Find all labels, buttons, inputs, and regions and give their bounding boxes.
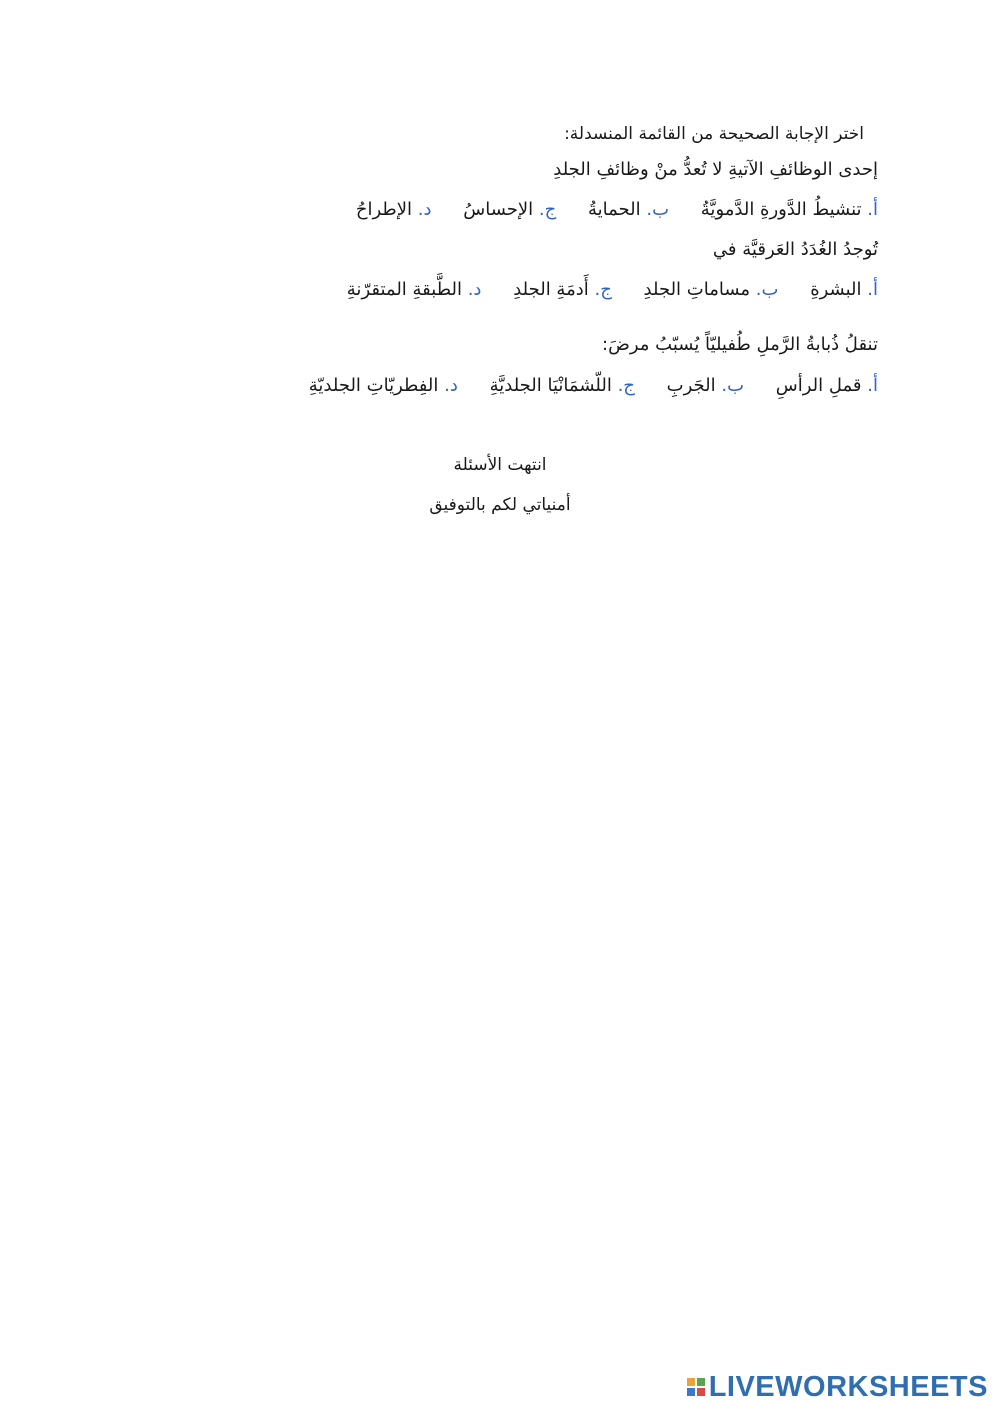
option-text: أَدمَةِ الجلدِ [513, 279, 589, 300]
option-letter: د. [444, 375, 458, 396]
question-1-text: إحدى الوظائفِ الآتيةِ لا تُعدُّ منْ وظائفِ الجلدِ [553, 159, 878, 180]
option-text: قملِ الرأسِ [775, 375, 862, 396]
closing-line-end: انتهت الأسئلة [453, 455, 547, 475]
option-2c[interactable] [513, 276, 612, 304]
option-text: تنشيطُ الدَّورةِ الدَّمويَّةُ [700, 199, 862, 220]
logo-square-icon [697, 1388, 705, 1396]
option-3b[interactable] [667, 372, 744, 400]
option-text: الحمايةُ [587, 199, 641, 220]
logo-square-icon [687, 1388, 695, 1396]
option-letter: أ. [867, 199, 878, 220]
option-1d[interactable] [356, 196, 432, 224]
option-2d[interactable] [347, 276, 482, 304]
option-text: البشرةِ [810, 279, 862, 300]
option-text: اللّشمَانْيَا الجلديَّةِ [489, 375, 612, 396]
logo-grid-icon [687, 1378, 705, 1396]
option-letter: ب. [755, 279, 779, 300]
option-text: الإطراحُ [355, 199, 413, 220]
option-letter: ج. [617, 375, 635, 396]
question-2-text: تُوجدُ الغُدَدُ العَرقيَّة في [712, 239, 878, 260]
logo-square-icon [687, 1378, 695, 1386]
instruction-text: اختر الإجابة الصحيحة من القائمة المنسدلة: [564, 124, 864, 144]
option-2b[interactable] [644, 276, 779, 304]
option-3a[interactable] [776, 372, 878, 400]
option-text: الطَّبقةِ المتقرّنةِ [346, 279, 462, 300]
option-2a[interactable] [810, 276, 878, 304]
liveworksheets-logo[interactable] [687, 1370, 988, 1404]
option-3c[interactable] [490, 372, 635, 400]
logo-square-icon [697, 1378, 705, 1386]
option-text: الجَربِ [666, 375, 716, 396]
option-letter: أ. [867, 375, 878, 396]
question-3-text: تنقلُ ذُبابةُ الرَّملِ طُفيليّاً يُسبّبُ مرضَ: [602, 334, 878, 355]
question-1-options [356, 196, 878, 224]
option-1a[interactable] [701, 196, 878, 224]
option-letter: ج. [538, 199, 557, 220]
option-letter: د. [467, 279, 482, 300]
option-letter: د. [417, 199, 432, 220]
option-letter: ب. [721, 375, 745, 396]
option-letter: ب. [646, 199, 670, 220]
option-letter: ج. [594, 279, 612, 300]
option-1c[interactable] [463, 196, 556, 224]
closing-line-wishes: أمنياتي لكم بالتوفيق [429, 495, 571, 515]
option-1b[interactable] [588, 196, 669, 224]
option-letter: أ. [867, 279, 878, 300]
option-text: مساماتِ الجلدِ [643, 279, 751, 300]
question-2-options [347, 276, 878, 304]
brand-name: LIVEWORKSHEETS [708, 1370, 988, 1403]
option-text: الفِطريّاتِ الجلديّةِ [308, 375, 439, 396]
option-3d[interactable] [309, 372, 458, 400]
option-text: الإحساسُ [463, 199, 534, 220]
question-3-options [309, 372, 878, 400]
